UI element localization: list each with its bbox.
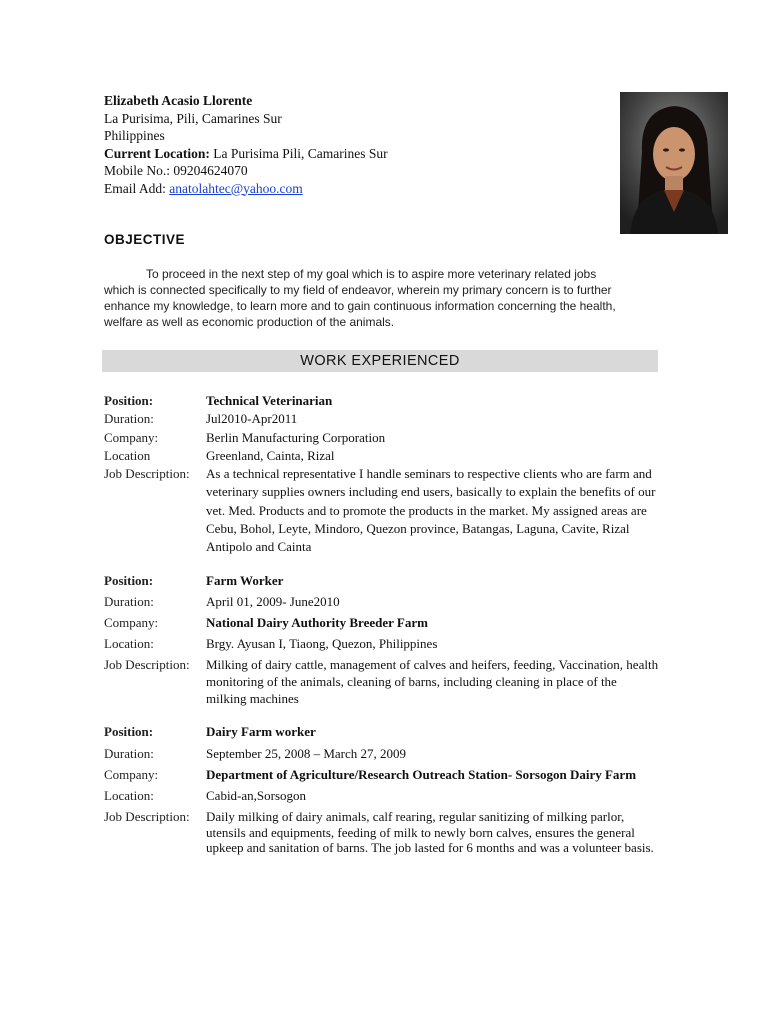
address-line-2: Philippines xyxy=(104,128,165,143)
mobile-number xyxy=(104,162,388,180)
description-label: Job Description: xyxy=(104,466,190,482)
duration-label: Duration: xyxy=(104,411,154,427)
position-label: Position: xyxy=(104,393,154,408)
job-location-row xyxy=(104,635,660,652)
position-label: Position: xyxy=(104,724,154,739)
job-duration-row xyxy=(104,746,660,762)
email-link[interactable]: anatolahtec@yahoo.com xyxy=(169,180,303,196)
location-value: Greenland, Cainta, Rizal xyxy=(206,447,335,463)
duration-value: Jul2010-Apr2011 xyxy=(206,411,298,427)
company-value: National Dairy Authority Breeder Farm xyxy=(206,615,428,630)
description-value: As a technical representative I handle seminars to respective clients who are farm and veterinary supplies owners including end users, basically to explain the benefits of our vet. Med. Products and to promote the products in the market. My assigned areas are Cebu, Bohol, Leyte, Mindoro, Quezon province, Batangas, Laguna, Cavite, Rizal Antipolo and Cainta xyxy=(206,466,656,555)
position-value: Dairy Farm worker xyxy=(206,724,316,739)
location-label: Location: xyxy=(104,636,154,651)
job-position-row xyxy=(104,392,660,410)
description-value: Milking of dairy cattle, management of calves and heifers, feeding, Vaccination, health monitoring of the animals, cleaning of barns, including cleaning in place of the milking machines xyxy=(206,657,659,706)
duration-label: Duration: xyxy=(104,745,154,761)
company-label: Company: xyxy=(104,429,159,445)
job-location-row xyxy=(104,447,660,465)
location-label: Location: xyxy=(104,787,154,803)
job-duration-row xyxy=(104,410,660,428)
duration-value: September 25, 2008 – March 27, 2009 xyxy=(206,745,407,761)
job-entry-3 xyxy=(104,724,660,856)
objective-heading: OBJECTIVE xyxy=(104,232,186,247)
company-label: Company: xyxy=(104,767,159,782)
duration-value: April 01, 2009- June2010 xyxy=(206,594,340,609)
current-location xyxy=(104,145,388,163)
company-value: Department of Agriculture/Research Outreach Station- Sorsogon Dairy Farm xyxy=(206,767,637,782)
duration-label: Duration: xyxy=(104,594,154,609)
location-value: Brgy. Ayusan I, Tiaong, Quezon, Philippines xyxy=(206,636,438,651)
job-position-row xyxy=(104,572,660,589)
work-experience-heading: WORK EXPERIENCED xyxy=(102,350,658,372)
job-company-row xyxy=(104,767,660,783)
contact-block xyxy=(104,92,388,197)
objective-paragraph: To proceed in the next step of my goal which is to aspire more veterinary related jobs which is connected specifically to my field of endeavor, wherein my primary concern is to further enhance my knowledge, to learn more and to gain continuous information concerning the health, welfare as well as economic production of the animals. xyxy=(104,267,616,329)
description-label: Job Description: xyxy=(104,657,190,672)
profile-photo xyxy=(620,92,728,234)
job-company-row xyxy=(104,429,660,447)
description-value: Daily milking of dairy animals, calf rearing, regular sanitizing of milking parlor, utensils and equipments, feeding of milk to newly born calves, ensures the general upkeep and sanitation of barns. The job lasted for 6 months and was a volunteer basis. xyxy=(206,809,654,855)
company-value: Berlin Manufacturing Corporation xyxy=(206,429,386,445)
portrait-image xyxy=(620,92,728,234)
job-company-row xyxy=(104,614,660,631)
job-entry-2 xyxy=(104,572,660,707)
mobile-label: Mobile No.: xyxy=(104,163,170,178)
job-description-row xyxy=(104,465,660,556)
job-duration-row xyxy=(104,593,660,610)
job-location-row xyxy=(104,788,660,804)
email xyxy=(104,180,388,198)
position-value: Farm Worker xyxy=(206,573,284,588)
job-position-row xyxy=(104,724,660,740)
job-description-row xyxy=(104,809,660,856)
applicant-name: Elizabeth Acasio Llorente xyxy=(104,93,253,108)
email-label: Email Add: xyxy=(104,180,166,196)
position-value: Technical Veterinarian xyxy=(206,393,333,408)
job-description-row xyxy=(104,656,660,707)
location-label: Location xyxy=(104,447,151,463)
position-label: Position: xyxy=(104,573,154,588)
mobile-value: 09204624070 xyxy=(173,163,248,178)
company-label: Company: xyxy=(104,615,159,630)
current-location-label: Current Location: xyxy=(104,145,210,161)
address-line-1: La Purisima, Pili, Camarines Sur xyxy=(104,110,282,126)
current-location-value: La Purisima Pili, Camarines Sur xyxy=(213,145,388,161)
location-value: Cabid-an,Sorsogon xyxy=(206,787,307,803)
job-entry-1 xyxy=(104,392,660,557)
description-label: Job Description: xyxy=(104,809,190,824)
